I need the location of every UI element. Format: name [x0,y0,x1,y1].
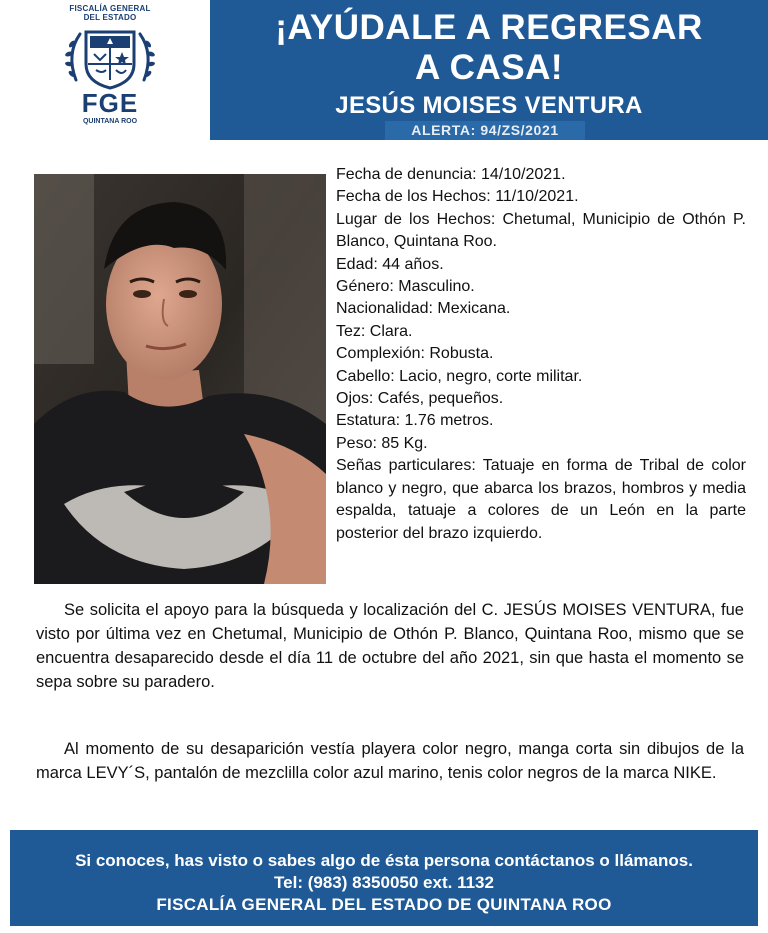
logo-org-line2: DEL ESTADO [83,13,137,22]
detail-gender: Género: Masculino. [336,278,475,296]
state-seal-icon [60,24,160,92]
detail-distinguishing-marks: Señas particulares: Tatuaje en forma de Tribal de color blanco y negro, que abarca los brazos, hombros y media espalda, tatuaje a colores de un León en la parte posterior del brazo izquierdo. [336,457,746,542]
detail-hair: Cabello: Lacio, negro, corte militar. [336,367,583,385]
contact-appeal: Si conoces, has visto o sabes algo de ésta persona contáctanos o llámanos. [75,851,693,870]
detail-location: Lugar de los Hechos: Chetumal, Municipio de Othón P. Blanco, Quintana Roo. [336,210,746,251]
contact-phone: Tel: (983) 8350050 ext. 1132 [274,873,494,892]
logo-org-line1: FISCALÍA GENERAL [69,4,151,13]
detail-height: Estatura: 1.76 metros. [336,412,494,430]
detail-build: Complexión: Robusta. [336,345,494,363]
person-photo-icon [34,174,326,584]
detail-report-date: Fecha de denuncia: 14/10/2021. [336,166,566,183]
detail-eyes: Ojos: Cafés, pequeños. [336,390,504,408]
contact-footer [10,830,758,926]
detail-nationality: Nacionalidad: Mexicana. [336,300,511,318]
agency-name: FISCALÍA GENERAL DEL ESTADO DE QUINTANA ROO [156,895,612,914]
search-request-paragraph: Se solicita el apoyo para la búsqueda y localización del C. JESÚS MOISES VENTURA, fue visto por última vez en Chetumal, Municipio de Othón P. Blanco, Quintana Roo, mismo que se encuentra desaparecido desde el día 11 de octubre del año 2021, sin que hasta el momento se sepa sobre su paradero. [36,601,744,691]
missing-person-photo [34,174,326,584]
header-banner [210,0,768,140]
headline [210,8,768,88]
headline-line2: A CASA! [414,48,564,87]
detail-weight: Peso: 85 Kg. [336,434,428,452]
person-name: JESÚS MOISES VENTURA [335,92,643,119]
logo-acronym: FGE [81,88,139,118]
detail-event-date: Fecha de los Hechos: 11/10/2021. [336,188,579,206]
logo-state: QUINTANA ROO [82,118,138,125]
detail-complexion-skin: Tez: Clara. [336,322,413,340]
headline-line1: ¡AYÚDALE A REGRESAR [275,8,703,47]
alert-code: ALERTA: 94/ZS/2021 [385,121,585,140]
fge-logo [40,4,180,142]
clothing-description-paragraph: Al momento de su desaparición vestía playera color negro, manga corta sin dibujos de la marca LEVY´S, pantalón de mezclilla color azul marino, tenis color negros de la marca NIKE. [36,740,744,782]
detail-age: Edad: 44 años. [336,255,444,273]
person-details [336,164,746,545]
